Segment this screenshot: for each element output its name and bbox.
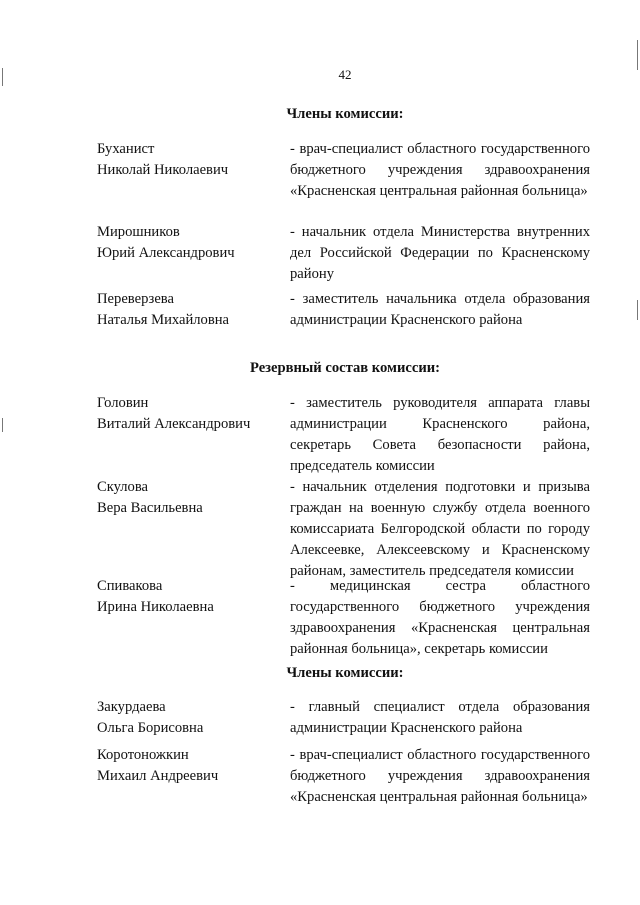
member-name — [97, 745, 282, 787]
member-role: - заместитель руководителя аппарата главы администрации Красненского района, секретарь Совета безопасности района, председатель комиссии — [290, 395, 590, 474]
scan-edge-mark — [2, 418, 3, 432]
member-given-names: Михаил Андреевич — [97, 768, 219, 784]
member-given-names: Наталья Михайловна — [97, 312, 230, 328]
member-role: - начальник отдела Министерства внутренних дел Российской Федерации по Красненскому району — [290, 224, 590, 282]
member-role: - начальник отделения подготовки и призыва граждан на военную службу отдела военного комиссариата Белгородской области по городу Алексеевке, Алексеевскому и Красненскому районам, заместитель председателя комиссии — [290, 479, 590, 579]
member-given-names: Юрий Александрович — [97, 245, 235, 261]
member-given-names: Виталий Александрович — [97, 416, 251, 432]
page-number: 42 — [338, 67, 352, 82]
member-surname: Переверзева — [97, 291, 174, 307]
scan-edge-mark — [2, 68, 3, 86]
member-role: - заместитель начальника отдела образования администрации Красненского района — [290, 291, 590, 328]
member-name — [97, 289, 282, 331]
member-name — [97, 222, 282, 264]
member-surname: Мирошников — [97, 224, 180, 240]
member-surname: Закурдаева — [97, 699, 166, 715]
member-role: - врач-специалист областного государственного бюджетного учреждения здравоохранения «Красненская центральная районная больница» — [290, 141, 590, 199]
scan-edge-mark — [637, 300, 638, 320]
member-role: - врач-специалист областного государственного бюджетного учреждения здравоохранения «Красненская центральная районная больница» — [290, 747, 590, 805]
section-heading-members: Члены комиссии: — [286, 665, 404, 681]
member-given-names: Вера Васильевна — [97, 500, 203, 516]
section-heading-reserve: Резервный состав комиссии: — [249, 360, 441, 376]
member-surname: Скулова — [97, 479, 149, 495]
member-name — [97, 576, 282, 618]
member-name — [97, 697, 282, 739]
scan-edge-mark — [637, 40, 638, 70]
member-surname: Коротоножкин — [97, 747, 189, 763]
member-surname: Спивакова — [97, 578, 163, 594]
member-name — [97, 139, 282, 181]
member-surname: Буханист — [97, 141, 155, 157]
member-given-names: Ольга Борисовна — [97, 720, 204, 736]
member-role: - главный специалист отдела образования администрации Красненского района — [290, 699, 590, 736]
member-name — [97, 477, 282, 519]
section-heading-members: Члены комиссии: — [286, 106, 404, 122]
member-given-names: Николай Николаевич — [97, 162, 229, 178]
member-given-names: Ирина Николаевна — [97, 599, 214, 615]
member-name — [97, 393, 282, 435]
member-surname: Головин — [97, 395, 149, 411]
member-role: - медицинская сестра областного государственного бюджетного учреждения здравоохранения «Красненская центральная районная больница», секретарь комиссии — [290, 578, 590, 657]
